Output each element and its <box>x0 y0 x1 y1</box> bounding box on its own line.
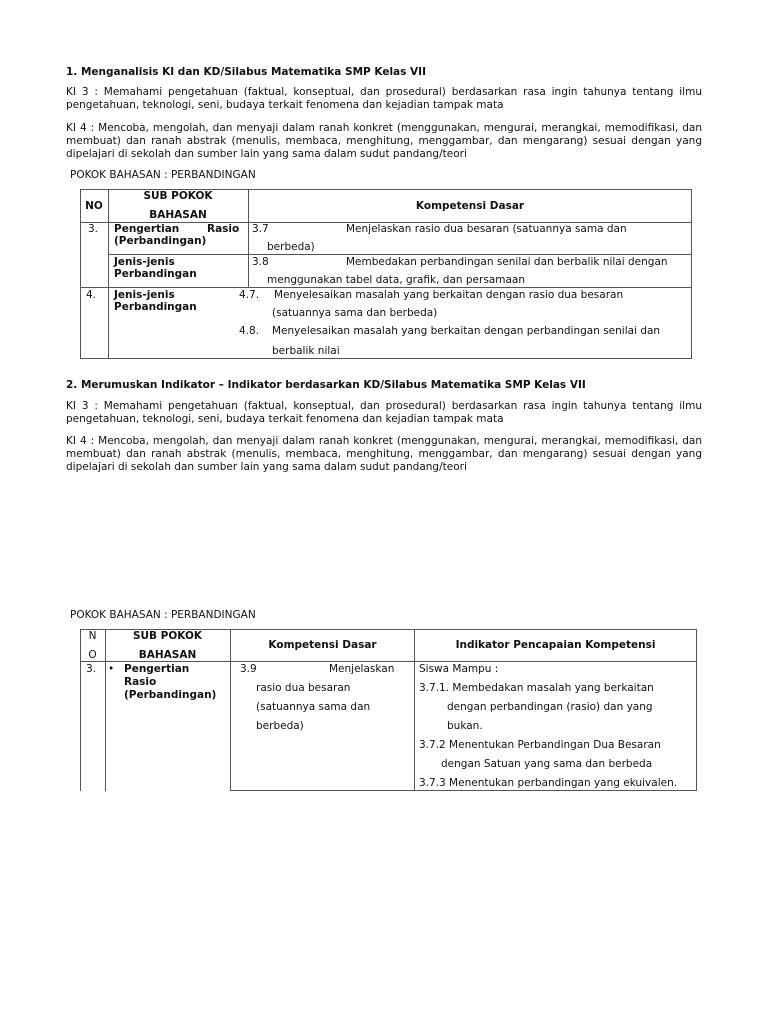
section2-ki4: KI 4 : Mencoba, mengolah, dan menyaji dalam ranah konkret (menggunakan, mengurai, merangkai, memodifikasi, dan membuat) dan ranah abstrak (menulis, membaca, menghitung, menggambar, dan mengarang) sesuai dengan yang dipelajari di sekolah dan sumber lain yang sama dalam sudut pandang/teori <box>66 435 702 473</box>
section2-heading: 2. Merumuskan Indikator – Indikator berdasarkan KD/Silabus Matematika SMP Kelas VII <box>66 379 586 391</box>
indicator-text: 3.7.3 Menentukan perbandingan yang ekuivalen. <box>419 777 678 789</box>
kd-number: 3.7 <box>252 223 269 235</box>
sub-pokok-label: Perbandingan <box>114 268 197 280</box>
sub-pokok-label: (Perbandingan) <box>124 689 217 701</box>
indicator-intro: Siswa Mampu : <box>419 663 499 675</box>
kd-text: Menyelesaikan masalah yang berkaitan dengan rasio dua besaran <box>274 289 624 301</box>
bullet-icon: • <box>108 663 115 675</box>
kd-number: 3.8 <box>252 256 269 268</box>
kd-text: Menyelesaikan masalah yang berkaitan dengan perbandingan senilai dan <box>272 325 661 337</box>
section2-pokok-bahasan: POKOK BAHASAN : PERBANDINGAN <box>70 609 256 621</box>
kd-text: Menjelaskan <box>329 663 395 675</box>
sub-pokok-label: Jenis-jenis <box>114 256 175 268</box>
sub-pokok-label: Rasio <box>207 223 240 235</box>
col-header-sub-pokok: SUB POKOK <box>143 190 213 202</box>
indicator-text: 3.7.2 Menentukan Perbandingan Dua Besaran <box>419 739 661 751</box>
kd-text: berbalik nilai <box>272 345 340 357</box>
col-header-no: N <box>88 630 97 642</box>
kd-number: 3.9 <box>240 663 257 675</box>
kd-text: rasio dua besaran <box>256 682 351 694</box>
col-header-kd: Kompetensi Dasar <box>268 639 377 651</box>
col-header-no: O <box>88 649 97 661</box>
kd-number: 4.8. <box>239 325 260 337</box>
kd-text: (satuannya sama dan <box>256 701 371 713</box>
sub-pokok-label: Jenis-jenis <box>114 289 175 301</box>
col-header-kd: Kompetensi Dasar <box>415 200 525 212</box>
section1-pokok-bahasan: POKOK BAHASAN : PERBANDINGAN <box>70 169 256 181</box>
row-number: 3. <box>88 223 99 235</box>
kd-text: berbeda) <box>267 241 315 253</box>
indicator-text: dengan perbandingan (rasio) dan yang <box>447 701 653 713</box>
kd-text: Menjelaskan rasio dua besaran (satuannya sama dan <box>346 223 627 235</box>
kd-text: berbeda) <box>256 720 304 732</box>
col-header-bahasan: BAHASAN <box>149 209 207 221</box>
kd-text: (satuannya sama dan berbeda) <box>272 307 438 319</box>
kd-text: menggunakan tabel data, grafik, dan persamaan <box>267 274 525 286</box>
col-header-indikator: Indikator Pencapaian Kompetensi <box>455 639 656 651</box>
col-header-no: NO <box>85 200 103 212</box>
kd-text: Membedakan perbandingan senilai dan berbalik nilai dengan <box>346 256 668 268</box>
row-number: 4. <box>86 289 97 301</box>
kd-number: 4.7. <box>239 289 260 301</box>
section1-heading: 1. Menganalisis KI dan KD/Silabus Matematika SMP Kelas VII <box>66 66 426 78</box>
sub-pokok-label: Perbandingan <box>114 301 197 313</box>
sub-pokok-label: Pengertian <box>114 223 180 235</box>
indicator-text: 3.7.1. Membedakan masalah yang berkaitan <box>419 682 654 694</box>
sub-pokok-label: Pengertian <box>124 663 190 675</box>
section1-ki3: KI 3 : Memahami pengetahuan (faktual, konseptual, dan prosedural) berdasarkan rasa ingin tahunya tentang ilmu pengetahuan, teknologi, seni, budaya terkait fenomena dan kejadian tampak mata <box>66 86 702 111</box>
sub-pokok-label: Rasio <box>124 676 157 688</box>
indicator-text: bukan. <box>447 720 483 732</box>
indicator-text: dengan Satuan yang sama dan berbeda <box>441 758 653 770</box>
col-header-sub-pokok: SUB POKOK <box>132 630 203 642</box>
row-number: 3. <box>86 663 97 675</box>
sub-pokok-label: (Perbandingan) <box>114 235 207 247</box>
section1-ki4: KI 4 : Mencoba, mengolah, dan menyaji dalam ranah konkret (menggunakan, mengurai, merangkai, memodifikasi, dan membuat) dan ranah abstrak (menulis, membaca, menghitung, menggambar, dan mengarang) sesuai dengan yang dipelajari di sekolah dan sumber lain yang sama dalam sudut pandang/teori <box>66 122 702 160</box>
col-header-bahasan: BAHASAN <box>138 649 197 661</box>
section2-ki3: KI 3 : Memahami pengetahuan (faktual, konseptual, dan prosedural) berdasarkan rasa ingin tahunya tentang ilmu pengetahuan, teknologi, seni, budaya terkait fenomena dan kejadian tampak mata <box>66 400 702 425</box>
